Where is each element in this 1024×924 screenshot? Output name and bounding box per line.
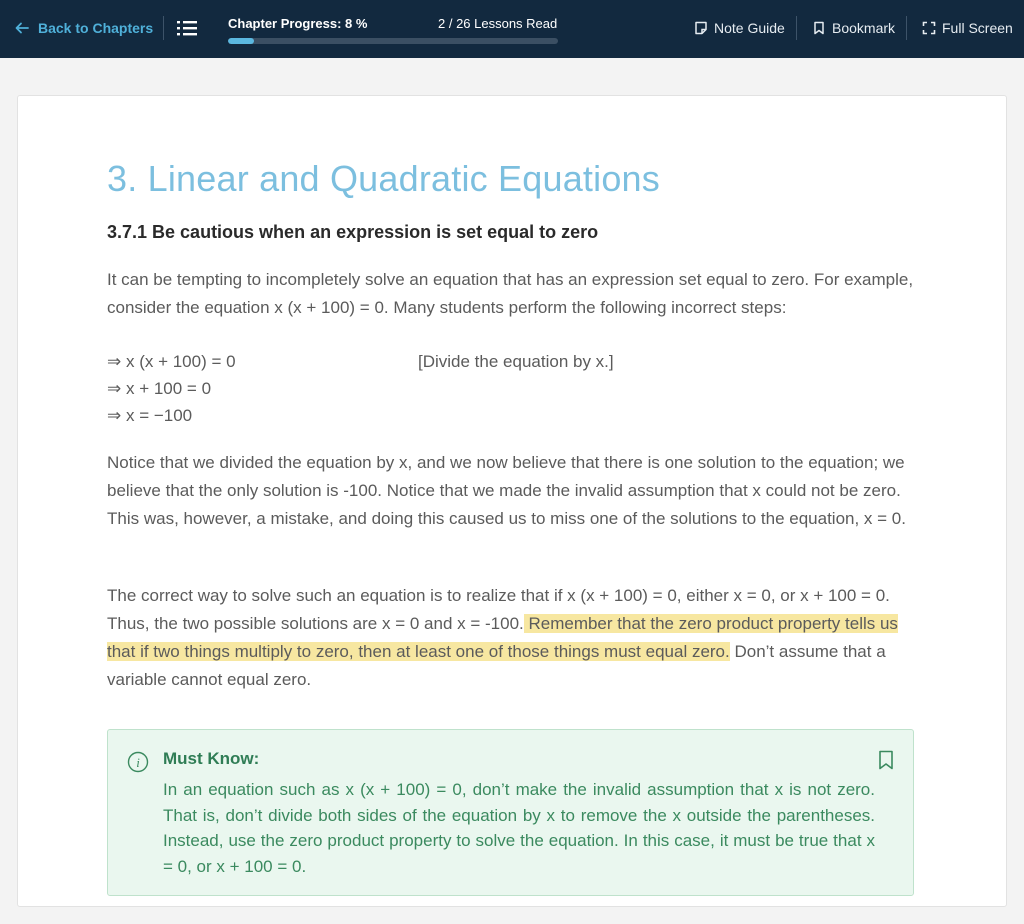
correct-way-paragraph — [107, 582, 917, 694]
bookmark-icon — [812, 21, 826, 35]
chapter-progress-label: Chapter Progress: 8 % — [228, 16, 368, 31]
chapter-progress-fill — [228, 38, 254, 44]
note-guide-label: Note Guide — [714, 20, 785, 36]
svg-text:i: i — [136, 755, 140, 770]
chapter-title: 3. Linear and Quadratic Equations — [107, 158, 660, 199]
highlighted-text[interactable]: Remember that the zero product property tells us that if two things multiply to zero, then at least one of those things must equal zero. — [107, 614, 898, 661]
info-icon — [127, 751, 149, 773]
must-know-body: In an equation such as x (x + 100) = 0, don’t make the invalid assumption that x is not zero. That is, don’t divide both sides of the equation by x to remove the x outside the parentheses. Instead, use the zero product property to solve the equation. In this case, it must be true that x = 0, or x + 100 = 0. — [163, 780, 875, 876]
full-screen-label: Full Screen — [942, 20, 1013, 36]
divider — [906, 16, 907, 40]
fullscreen-icon — [922, 21, 936, 35]
bookmark-button[interactable] — [812, 18, 895, 38]
bookmark-outline-icon[interactable] — [878, 750, 894, 770]
correct-way-text: The correct way to solve such an equation is to realize that if x (x + 100) = 0, either x = 0, or x + 100 = 0. Thus, the two possible solutions are x = 0 and x = -100. — [107, 586, 890, 633]
section-title: 3.7.1 Be cautious when an expression is set equal to zero — [107, 222, 599, 242]
incorrect-steps — [107, 348, 236, 429]
note-guide-button[interactable] — [694, 18, 785, 38]
lesson-content-card — [17, 95, 1007, 907]
step-2: ⇒ x + 100 = 0 — [107, 379, 212, 398]
back-to-chapters-button[interactable] — [14, 17, 153, 39]
list-icon[interactable] — [176, 18, 198, 38]
step-note: [Divide the equation by x.] — [418, 352, 614, 371]
notice-paragraph: Notice that we divided the equation by x, and we now believe that there is one solution to the equation; we believe that the only solution is -100. Notice that we made the invalid assumption that x could not be zero. This was, however, a mistake, and doing this caused us to miss one of the solutions to the equation, x = 0. — [107, 453, 906, 528]
arrow-left-icon — [14, 20, 30, 36]
chapter-progress-bar — [228, 38, 558, 44]
full-screen-button[interactable] — [922, 18, 1013, 38]
back-to-chapters-label: Back to Chapters — [38, 20, 154, 36]
top-navigation-bar — [0, 0, 1024, 58]
must-know-box — [107, 729, 914, 896]
step-3: ⇒ x = −100 — [107, 406, 193, 425]
must-know-title: Must Know: — [163, 749, 260, 768]
step-1: ⇒ x (x + 100) = 0 — [107, 352, 236, 371]
note-icon — [694, 21, 708, 35]
intro-paragraph: It can be tempting to incompletely solve an equation that has an expression set equal to zero. For example, consider the equation x (x + 100) = 0. Many students perform the following incorrect steps: — [107, 270, 914, 317]
divider — [796, 16, 797, 40]
bookmark-label: Bookmark — [832, 20, 896, 36]
lessons-read-count: 2 / 26 Lessons Read — [438, 16, 558, 31]
correct-way-closing: Don’t assume that a variable cannot equal zero. — [107, 642, 886, 689]
divider — [163, 16, 164, 40]
